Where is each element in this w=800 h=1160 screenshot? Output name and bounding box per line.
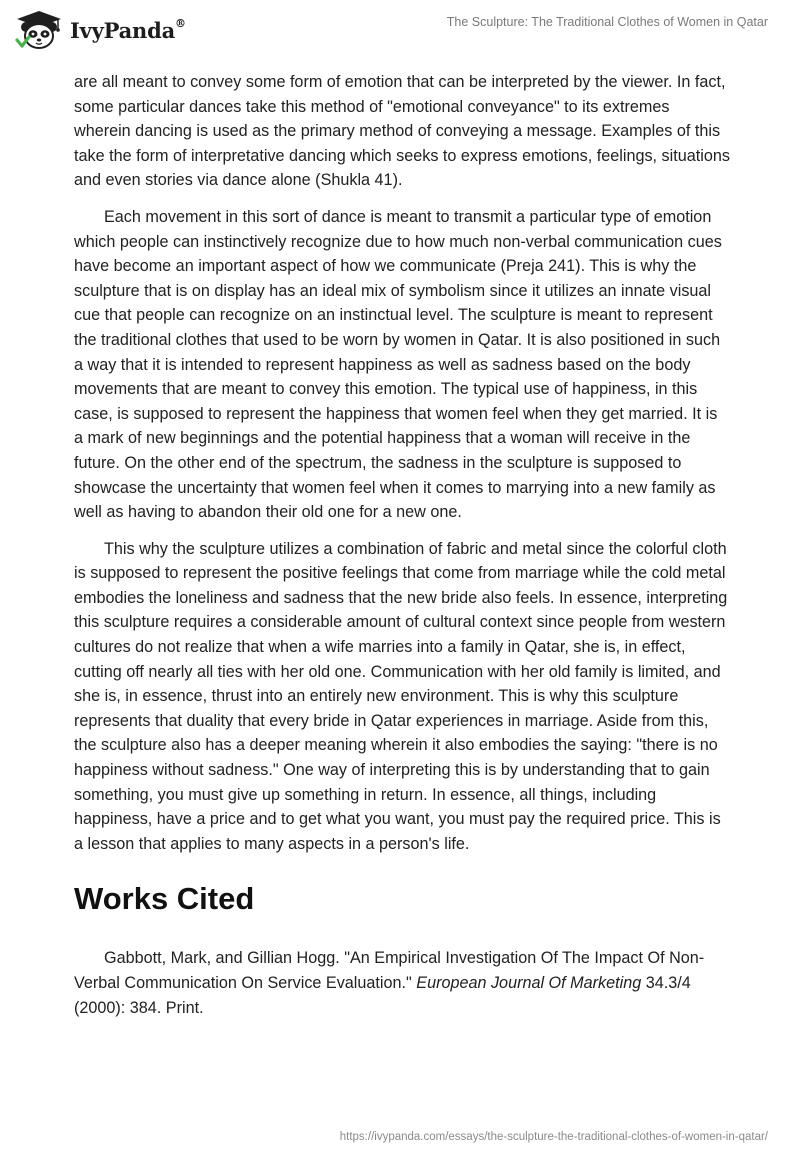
citation-journal: European Journal Of Marketing [416, 974, 642, 992]
source-url[interactable]: https://ivypanda.com/essays/the-sculpture-the-traditional-clothes-of-women-in-qatar/ [339, 1131, 768, 1143]
brand-name: IvyPanda® [70, 16, 186, 43]
paragraph: are all meant to convey some form of emotion that can be interpreted by the viewer. In fact, some particular dances take this method of "emotional conveyance" to its extremes wherein dancing is used as the primary method of conveying a message. Examples of this take the form of interpretative dancing which seeks to express emotions, feelings, situations and even stories via dance alone (Shukla 41). [74, 73, 730, 190]
paragraph: This why the sculpture utilizes a combination of fabric and metal since the colorful cloth is supposed to represent the positive feelings that come from marriage while the cold metal embodies the loneliness and sadness that the new bride also feels. In essence, interpreting this sculpture requires a considerable amount of cultural context since people from western cultures do not realize that when a wife marries into a family in Qatar, she is, in effect, cutting off nearly all ties with her old one. Communication with her old family is limited, and she is, in essence, thrust into an entirely new environment. This is why this sculpture represents that duality that every bride in Qatar experiences in marriage. Aside from this, the sculpture also has a deeper meaning wherein it also embodies the saying: "there is no happiness without sadness." One way of interpreting this is by understanding that to gain something, you must give up something in return. In essence, all things, including happiness, have a price and to get what you want, you must pay the required price. This is a lesson that applies to many aspects in a person's life. [74, 539, 728, 853]
brand-logo[interactable] [14, 10, 186, 50]
page-header [0, 0, 800, 60]
paragraph: Each movement in this sort of dance is meant to transmit a particular type of emotion which people can instinctively recognize due to how much non-verbal communication cues have become an important aspect of how we communicate (Preja 241). This is why the sculpture that is on display has an ideal mix of symbolism since it utilizes an innate visual cue that people can recognize on an instinctual level. The sculpture is meant to represent the traditional clothes that used to be worn by women in Qatar. It is also positioned in such a way that it is intended to represent happiness as well as sadness based on the body movements that are meant to convey this emotion. The typical use of happiness, in this case, is supposed to represent the happiness that women feel when they get married. It is a mark of new beginnings and the potential happiness that a woman will receive in the future. On the other end of the spectrum, the sadness in the sculpture is supposed to showcase the uncertainty that women feel when it comes to marrying into a new family as well as having to abandon their old one for a new one. [74, 207, 722, 522]
citation-details: 34.3/4 (2000): 384. Print. [74, 974, 691, 1017]
citation-text: Gabbott, Mark, and Gillian Hogg. "An Empirical Investigation Of The Impact Of Non-Verbal Communication On Service Evaluation." [74, 949, 705, 992]
works-cited-heading: Works Cited [74, 881, 255, 917]
document-title: The Sculpture: The Traditional Clothes of Women in Qatar [446, 15, 768, 29]
registered-mark: ® [175, 16, 186, 30]
panda-logo-icon [14, 10, 64, 50]
essay-body [74, 70, 730, 1032]
citation-entry [74, 946, 730, 1020]
